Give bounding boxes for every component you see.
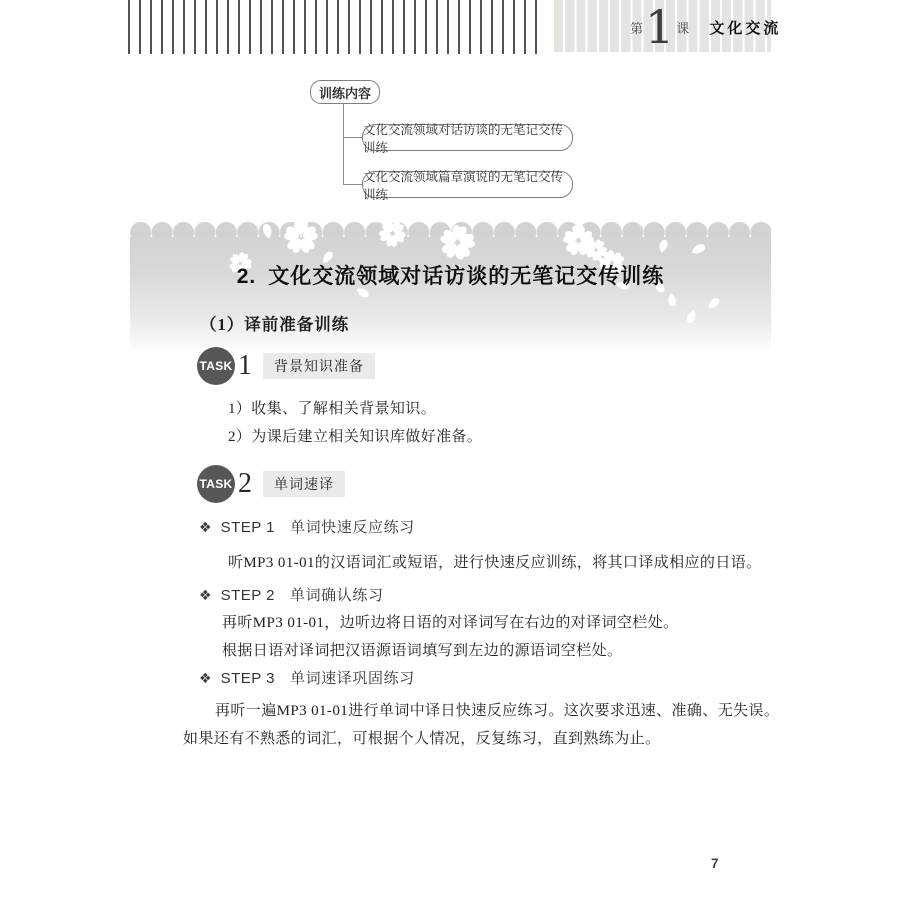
section-number: 2.	[236, 265, 257, 288]
task-1-number: 1	[238, 350, 252, 381]
task-1-header	[197, 347, 375, 385]
step-1-heading	[199, 516, 415, 537]
task-1-item-2: 2）为课后建立相关知识库做好准备。	[228, 429, 483, 445]
sakura-flower-icon	[284, 220, 318, 254]
step-3-name: STEP 3	[220, 670, 275, 687]
step-2-paragraph-line-1: 再听MP3 01-01，边听边将日语的对译词写在右边的对译词空栏处。	[222, 615, 679, 631]
task-badge-icon: TASK	[197, 465, 235, 503]
diagram-root-node: 训练内容	[310, 80, 380, 104]
step-2-paragraph-line-2: 根据日语对译词把汉语源语词填写到左边的源语词空栏处。	[222, 643, 623, 659]
header-stripe-pattern-dark	[128, 0, 546, 54]
task-badge-icon: TASK	[197, 347, 235, 385]
lesson-number: 1	[645, 0, 675, 54]
lesson-suffix: 课	[676, 20, 690, 36]
lesson-title: 文化交流	[709, 19, 782, 37]
lesson-prefix: 第	[630, 20, 644, 36]
step-2-title: 单词确认练习	[289, 587, 384, 604]
diamond-cluster-icon: ❖	[199, 588, 212, 604]
sakura-flower-icon	[437, 222, 478, 263]
step-3-title: 单词速译巩固练习	[289, 670, 415, 687]
step-1-title: 单词快速反应练习	[289, 519, 415, 536]
section-title: 文化交流领域对话访谈的无笔记交传训练	[268, 265, 665, 288]
diamond-cluster-icon: ❖	[199, 671, 212, 687]
step-3-paragraph-line-1: 再听一遍MP3 01-01进行单词中译日快速反应练习。这次要求迅速、准确、无失误。	[215, 703, 780, 719]
section-heading	[130, 260, 771, 290]
page-number: 7	[711, 856, 719, 871]
diagram-connector-branch-1	[343, 137, 362, 138]
sakura-petal-icon	[665, 290, 680, 308]
step-2-heading	[199, 584, 384, 605]
diagram-child-node-1: 文化交流领域对话访谈的无笔记交传训练	[362, 124, 573, 151]
lesson-header	[630, 0, 781, 54]
step-1-name: STEP 1	[220, 519, 275, 536]
diamond-cluster-icon: ❖	[199, 520, 212, 536]
task-1-item-1: 1）收集、了解相关背景知识。	[228, 401, 437, 417]
diagram-child-node-2: 文化交流领域篇章演说的无笔记交传训练	[362, 171, 573, 198]
diagram-connector-branch-2	[343, 184, 362, 185]
task-2-number: 2	[238, 468, 252, 499]
step-3-heading	[199, 667, 415, 688]
task-2-header	[197, 465, 345, 503]
step-3-paragraph-line-2: 如果还有不熟悉的词汇，可根据个人情况，反复练习，直到熟练为止。	[183, 731, 661, 747]
task-1-label: 背景知识准备	[263, 353, 375, 379]
step-1-paragraph: 听MP3 01-01的汉语词汇或短语，进行快速反应训练，将其口译成相应的日语。	[228, 555, 762, 571]
task-2-label: 单词速译	[263, 471, 345, 497]
diagram-connector-vertical	[343, 104, 344, 185]
subsection-heading: （1）译前准备训练	[200, 315, 350, 334]
step-2-name: STEP 2	[220, 587, 275, 604]
